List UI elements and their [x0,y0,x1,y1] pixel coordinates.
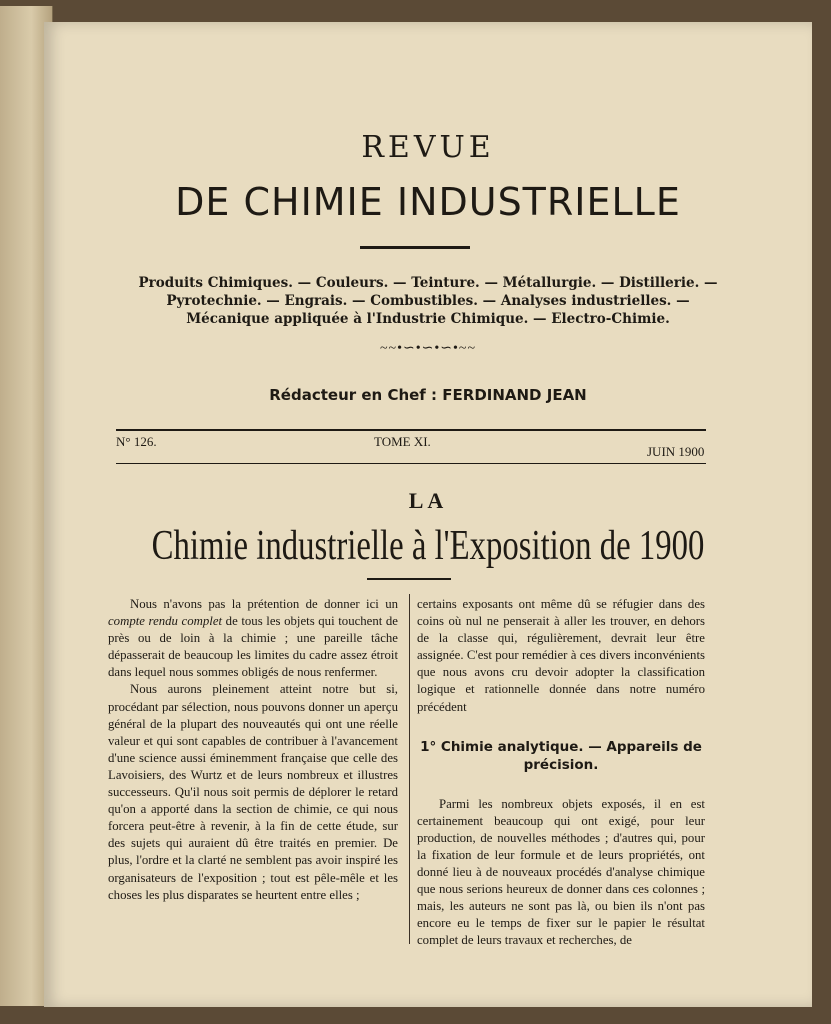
issue-tome: TOME XI. [374,434,431,449]
column-divider [409,594,410,944]
article-column-left [108,596,398,904]
issue-rule-top [116,429,706,431]
ornament-divider: ~~•∽•∽•∽•~~ [379,341,477,356]
subjects-line-2: Pyrotechnie. — Engrais. — Combustibles. — Analyses industrielles. — [166,293,690,309]
emphasis-text: compte rendu complet [108,614,223,629]
title-rule [360,246,470,249]
issue-number: N° 126. [116,434,157,449]
journal-page [44,22,812,1007]
paragraph: certains exposants ont même dû se réfugier dans des coins où nul ne penserait à aller les trouver, en dehors de la classe qui, régulièrement, devrait leur être assignée. C'est pour remédier à ces divers inconvénients que nous avons cru devoir adopter la classification logique et rationnelle donnée dans notre numéro précédent [417,597,705,714]
article-title-rule [367,578,451,580]
journal-title-revue: REVUE [361,130,495,165]
section-heading: 1° Chimie analytique. — Appareils de précision. [420,738,702,773]
subjects-line-1: Produits Chimiques. — Couleurs. — Teinture. — Métallurgie. — Distillerie. — [138,275,718,291]
issue-rule-bottom [116,463,706,464]
article-prefix: LA [408,488,448,513]
subjects-list [44,274,812,328]
journal-title-main: DE CHIMIE INDUSTRIELLE [175,180,681,224]
paragraph: Nous aurons pleinement atteint notre but si, procédant par sélection, nous pouvons donner un aperçu général de la plupart des nouveautés qui ont une réelle valeur et qui sont capables de contribuer à l'avancement d'une science aussi éminemment française que celle des Lavoisiers, des Wurtz et de leurs nombreux et illustres successeurs. Qu'il nous soit permis de déplorer le retard qu'on a apporté dans la section de chimie, ce qui nous forcera peut-être à revenir, à la fin de cette étude, sur des sujets qui auraient dû être traités en premier. De plus, l'ordre et la clarté ne semblent pas avoir inspiré les organisateurs de l'exposition ; tout est pêle-mêle et les choses les plus disparates se heurtent entre elles ; [108,682,398,902]
article-column-right [417,596,705,950]
editor-in-chief: Rédacteur en Chef : FERDINAND JEAN [269,386,587,404]
article-title: Chimie industrielle à l'Exposition de 1900 [151,523,705,569]
subjects-line-3: Mécanique appliquée à l'Industrie Chimique. — Electro-Chimie. [186,311,670,327]
paragraph: Nous n'avons pas la prétention de donner ici un compte rendu complet de tous les objets qui touchent de près ou de loin à la chimie ; une pareille tâche dépasserait de beaucoup les limites du cadre assez étroit dans lequel nous sommes obligés de nous renfermer. [108,597,398,680]
paragraph: Parmi les nombreux objets exposés, il en est certainement beaucoup qui ont exigé, pour leur production, de nouvelles méthodes ; d'autres qui, pour la fixation de leur formule et de leurs propriétés, ont donné lieu à de nouveaux procédés d'analyse chimique que nous serions heureux de donner dans ces colonnes ; mais, les auteurs ne sont pas là, ou bien ils n'ont pas encore eu le temps de fixer sur le papier le résultat complet de leurs travaux et recherches, de [417,796,705,948]
issue-date: JUIN 1900 [647,444,705,459]
